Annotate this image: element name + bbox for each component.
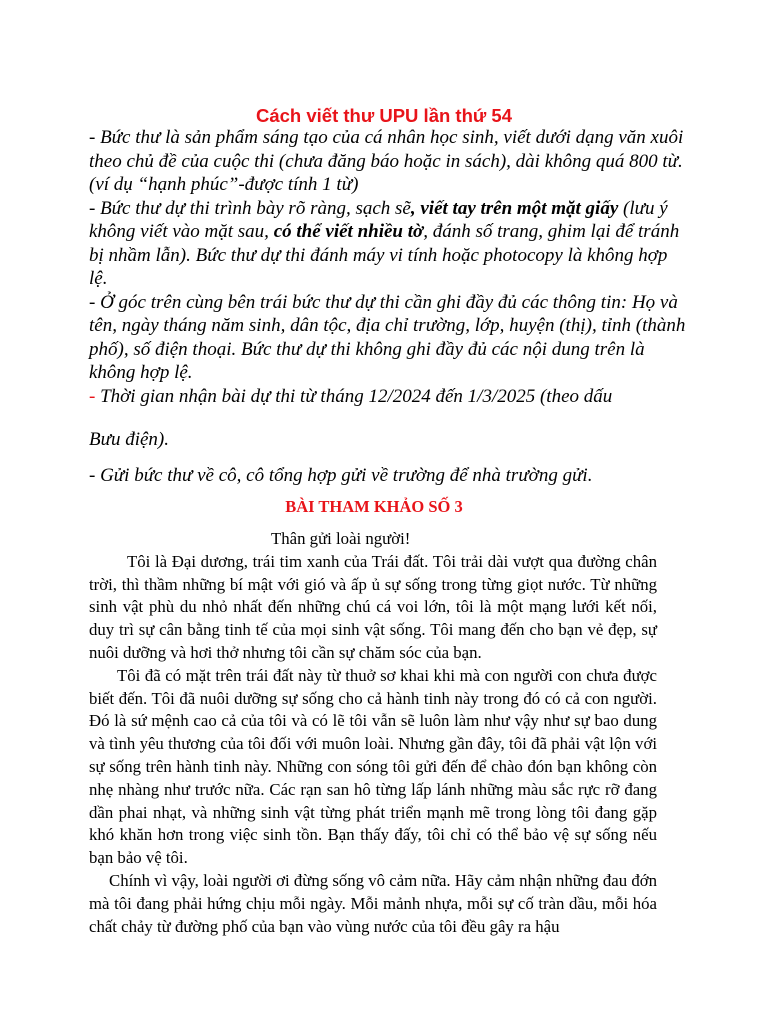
essay-body	[89, 528, 657, 938]
guideline-emphasis: có thể viết nhiều tờ	[273, 221, 424, 242]
essay-paragraph: Chính vì vậy, loài người ơi đừng sống vô cảm nữa. Hãy cảm nhận những đau đớn mà tôi đang phải hứng chịu mỗi ngày. Mỗi mảnh nhựa, mỗi sự cố tràn dầu, mỗi hóa chất chảy từ đường phố của bạn vào vùng nước của tôi đều gây ra hậu	[89, 870, 657, 936]
essay-paragraph: Tôi đã có mặt trên trái đất này từ thuở sơ khai khi mà con người con chưa được biết đến. Tôi đã nuôi dưỡng sự sống cho cả hành tinh này trong đó có cả con người. Đó là sứ mệnh cao cả của tôi và có lẽ tôi vẫn sẽ luôn làm như vậy như sự bao dung và tình yêu thương của tôi đối với muôn loài. Nhưng gần đây, tôi đã phải vật lộn với sự sống trên hành tinh này. Những con sóng tôi gửi đến để chào đón bạn không còn nhẹ nhàng như trước nữa. Các rạn san hô từng lấp lánh những màu sắc rực rỡ đang dần phai nhạt, và những sinh vật từng phát triển mạnh mẽ trong lòng tôi đang gặp khó khăn hơn trong việc sinh tồn. Bạn thấy đấy, tôi chỉ có thể bảo vệ sự sống nếu bạn bảo vệ tôi.	[89, 665, 657, 868]
guideline-text: - Bức thư dự thi trình bày rõ ràng, sạch sẽ	[89, 197, 411, 219]
red-dash: -	[89, 385, 96, 407]
essay-greeting: Thân gửi loài người!	[271, 529, 411, 548]
guideline-text: Thời gian nhận bài dự thi từ tháng 12/2024 đến 1/3/2025 (theo dấu	[95, 385, 613, 407]
guideline-emphasis: , viết tay trên một mặt giấy	[410, 197, 619, 219]
guideline-paragraph: - Bức thư là sản phẩm sáng tạo của cá nhân học sinh, viết dưới dạng văn xuôi theo chủ đề của cuộc thi (chưa đăng báo hoặc in sách), dài không quá 800 từ.(ví dụ “hạnh phúc”-được tính 1 từ)	[89, 127, 684, 195]
guideline-paragraph: - Gửi bức thư về cô, cô tổng hợp gửi về trường để nhà trường gửi.	[89, 464, 593, 486]
guideline-paragraph	[89, 197, 689, 291]
essay-paragraph: Tôi là Đại dương, trái tim xanh của Trái đất. Tôi trải dài vượt qua đường chân trời, thì thầm những bí mật với gió và ấp ủ sự sống trong từng giọt nước. Từ những sinh vật phù du nhỏ nhất đến những chú cá voi lớn, tôi là một mạng lưới kết nối, duy trì sự cân bằng tinh tế của mọi sinh vật sống. Tôi mang đến cho bạn vẻ đẹp, sự nuôi dưỡng và hơi thở nhưng tôi cần sự chăm sóc của bạn.	[89, 551, 657, 662]
guideline-paragraph	[89, 385, 689, 409]
guideline-paragraph: - Ở góc trên cùng bên trái bức thư dự thi cần ghi đầy đủ các thông tin: Họ và tên, ngày tháng năm sinh, dân tộc, địa chỉ trường, lớp, huyện (thị), tỉnh (thành phố), số điện thoại. Bức thư dự thi không ghi đầy đủ các nội dung trên là không hợp lệ.	[89, 291, 686, 383]
guidelines-section	[89, 126, 689, 487]
page-title: Cách viết thư UPU lần thứ 54	[255, 105, 513, 126]
guideline-text: (lưu ý không viết vào mặt sau,	[89, 197, 668, 242]
guideline-paragraph: Bưu điện).	[89, 429, 170, 450]
guideline-text: , đánh số trang, ghim lại để tránh bị nhầm lẫn). Bức thư dự thi đánh máy vi tính hoặc photocopy là không hợp lệ.	[89, 221, 680, 289]
essay-heading: BÀI THAM KHẢO SỐ 3	[285, 497, 463, 516]
